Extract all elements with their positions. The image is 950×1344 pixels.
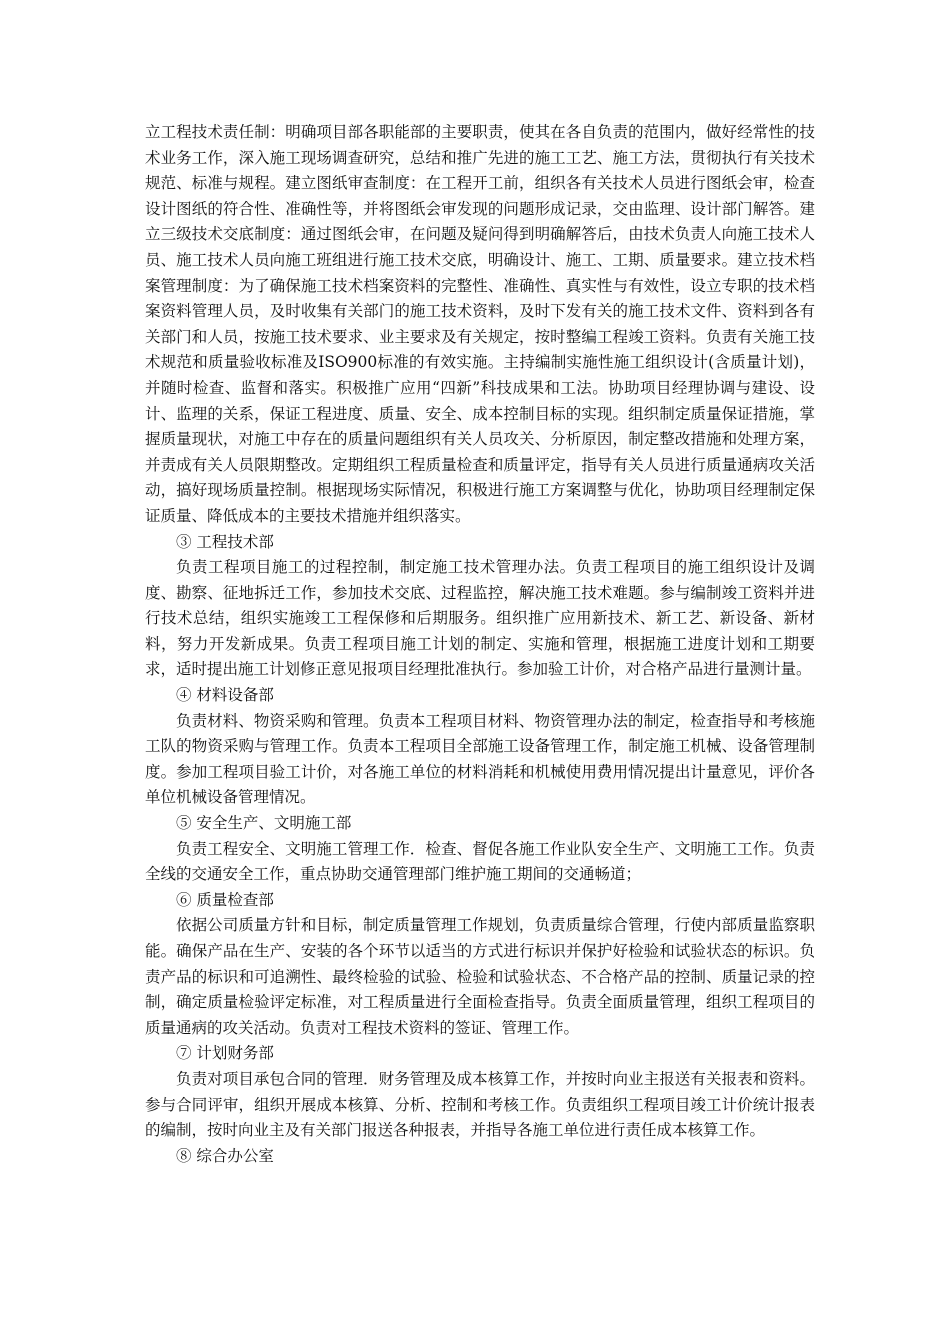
section-heading-safety: ⑤ 安全生产、文明施工部 (176, 814, 352, 833)
section-body-safety: 负责工程安全、文明施工管理工作．检查、督促各施工作业队安全生产、文明施工工作。负责全线的交通安全工作，重点协助交通管理部门维护施工期间的交通畅道； (145, 839, 815, 884)
section-heading-office: ⑧ 综合办公室 (176, 1146, 274, 1165)
section-heading-finance: ⑦ 计划财务部 (176, 1044, 274, 1063)
section-heading-materials-equipment: ④ 材料设备部 (176, 686, 274, 705)
intro-paragraph: 立工程技术责任制：明确项目部各职能部的主要职责，使其在各自负责的范围内，做好经常性的技术业务工作，深入施工现场调查研究，总结和推广先进的施工工艺、施工方法，贯彻执行有关技术规范、标准与规程。建立图纸审查制度：在工程开工前，组织各有关技术人员进行图纸会审，检查设计图纸的符合性、准确性等，并将图纸会审发现的问题形成记录，交由监理、设计部门解答。建立三级技术交底制度：通过图纸会审，在问题及疑问得到明确解答后，由技术负责人向施工技术人员、施工技术人员向施工班组进行施工技术交底，明确设计、施工、工期、质量要求。建立技术档案管理制度：为了确保施工技术档案资料的完整性、准确性、真实性与有效性，设立专职的技术档案资料管理人员，及时收集有关部门的施工技术资料，及时下发有关的施工技术文件、资料到各有关部门和人员，按施工技术要求、业主要求及有关规定，按时整编工程竣工资料。负责有关施工技术规范和质量验收标准及ISO900标准的有效实施。主持编制实施性施工组织设计(含质量计划)，并随时检查、监督和落实。积极推广应用“四新”科技成果和工法。协助项目经理协调与建设、设计、监理的关系，保证工程进度、质量、安全、成本控制目标的实现。组织制定质量保证措施，掌握质量现状，对施工中存在的质量问题组织有关人员攻关、分析原因，制定整改措施和处理方案，并责成有关人员限期整改。定期组织工程质量检查和质量评定，指导有关人员进行质量通病攻关活动，搞好现场质量控制。根据现场实际情况，积极进行施工方案调整与优化，协助项目经理制定保证质量、降低成本的主要技术措施并组织落实。 (145, 123, 815, 525)
section-heading-engineering-tech: ③ 工程技术部 (176, 532, 274, 551)
section-body-finance: 负责对项目承包合同的管理．财务管理及成本核算工作，并按时向业主报送有关报表和资料。参与合同评审，组织开展成本核算、分析、控制和考核工作。负责组织工程项目竣工计价统计报表的编制，按时向业主及有关部门报送各种报表，并指导各施工单位进行责任成本核算工作。 (145, 1069, 815, 1140)
document-page (145, 120, 815, 1169)
section-heading-quality: ⑥ 质量检查部 (176, 890, 274, 909)
section-body-materials-equipment: 负责材料、物资采购和管理。负责本工程项目材料、物资管理办法的制定，检查指导和考核施工队的物资采购与管理工作。负责本工程项目全部施工设备管理工作，制定施工机械、设备管理制度。参加工程项目验工计价，对各施工单位的材料消耗和机械使用费用情况提出计量意见，评价各单位机械设备管理情况。 (145, 711, 815, 807)
section-body-quality: 依据公司质量方针和目标，制定质量管理工作规划，负责质量综合管理，行使内部质量监察职能。确保产品在生产、安装的各个环节以适当的方式进行标识并保护好检验和试验状态的标识。负责产品的标识和可追溯性、最终检验的试验、检验和试验状态、不合格产品的控制、质量记录的控制，确定质量检验评定标准，对工程质量进行全面检查指导。负责全面质量管理，组织工程项目的质量通病的攻关活动。负责对工程技术资料的签证、管理工作。 (145, 916, 815, 1037)
section-body-engineering-tech: 负责工程项目施工的过程控制，制定施工技术管理办法。负责工程项目的施工组织设计及调度、勘察、征地拆迁工作，参加技术交底、过程监控，解决施工技术难题。参与编制竣工资料并进行技术总结，组织实施竣工工程保修和后期服务。组织推广应用新技术、新工艺、新设备、新材料，努力开发新成果。负责工程项目施工计划的制定、实施和管理，根据施工进度计划和工期要求，适时提出施工计划修正意见报项目经理批准执行。参加验工计价，对合格产品进行量测计量。 (145, 558, 815, 679)
